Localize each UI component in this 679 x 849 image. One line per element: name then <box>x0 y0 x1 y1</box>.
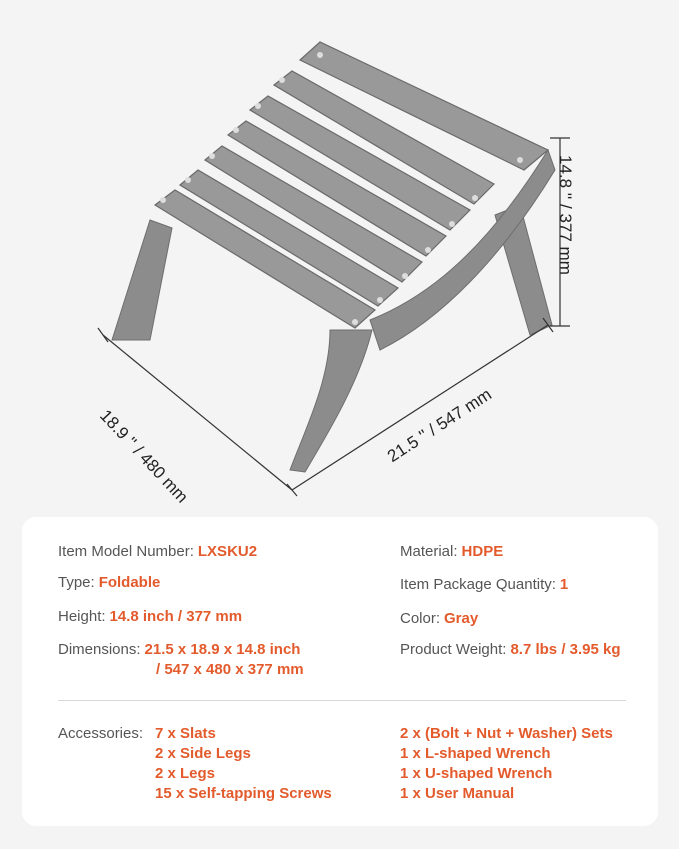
spec-height <box>58 608 242 625</box>
spec-weight-key: Product Weight: <box>400 641 507 658</box>
spec-height-value: 14.8 inch / 377 mm <box>109 608 243 625</box>
accessory-item: 1 x L-shaped Wrench <box>400 745 551 762</box>
accessory-item: 1 x U-shaped Wrench <box>400 765 553 782</box>
spec-type-key: Type: <box>58 574 95 591</box>
spec-dimensions <box>58 641 300 658</box>
spec-model-value: LXSKU2 <box>197 543 258 560</box>
accessory-item: 2 x Side Legs <box>155 745 251 762</box>
spec-color-value: Gray <box>444 610 479 627</box>
spec-dimensions-key: Dimensions: <box>58 641 141 658</box>
spec-type-value: Foldable <box>98 574 161 591</box>
spec-weight <box>400 641 621 658</box>
spec-height-key: Height: <box>58 608 106 625</box>
spec-type <box>58 574 160 591</box>
spec-weight-value: 8.7 lbs / 3.95 kg <box>510 641 621 658</box>
divider <box>58 700 626 701</box>
height-dimension-label: 14.8 '' / 377 mm <box>556 155 575 275</box>
accessory-item: 7 x Slats <box>155 725 216 742</box>
accessory-item: 2 x (Bolt + Nut + Washer) Sets <box>400 725 613 742</box>
spec-quantity <box>400 576 568 593</box>
accessories-label-text: Accessories: <box>58 725 144 742</box>
width-dimension-label: 21.5 '' / 547 mm <box>384 384 495 466</box>
accessory-item: 2 x Legs <box>155 765 216 782</box>
spec-color <box>400 610 478 627</box>
accessory-item: 1 x User Manual <box>400 785 515 802</box>
spec-dimensions-value-1: 21.5 x 18.9 x 14.8 inch <box>144 641 301 658</box>
spec-model-key: Item Model Number: <box>58 543 194 560</box>
spec-model <box>58 543 257 560</box>
spec-dimensions-value-2: / 547 x 480 x 377 mm <box>156 661 304 678</box>
depth-dimension-label: 18.9 '' / 480 mm <box>96 406 192 507</box>
accessory-item: 15 x Self-tapping Screws <box>155 785 332 802</box>
spec-card <box>22 517 658 826</box>
slats <box>155 42 548 328</box>
spec-color-key: Color: <box>400 610 441 627</box>
spec-dimensions-line2 <box>152 661 304 678</box>
spec-material-key: Material: <box>400 543 458 560</box>
accessories-label <box>58 725 143 742</box>
spec-quantity-value: 1 <box>559 576 569 593</box>
spec-material-value: HDPE <box>461 543 504 560</box>
spec-quantity-key: Item Package Quantity: <box>400 576 556 593</box>
spec-material <box>400 543 503 560</box>
